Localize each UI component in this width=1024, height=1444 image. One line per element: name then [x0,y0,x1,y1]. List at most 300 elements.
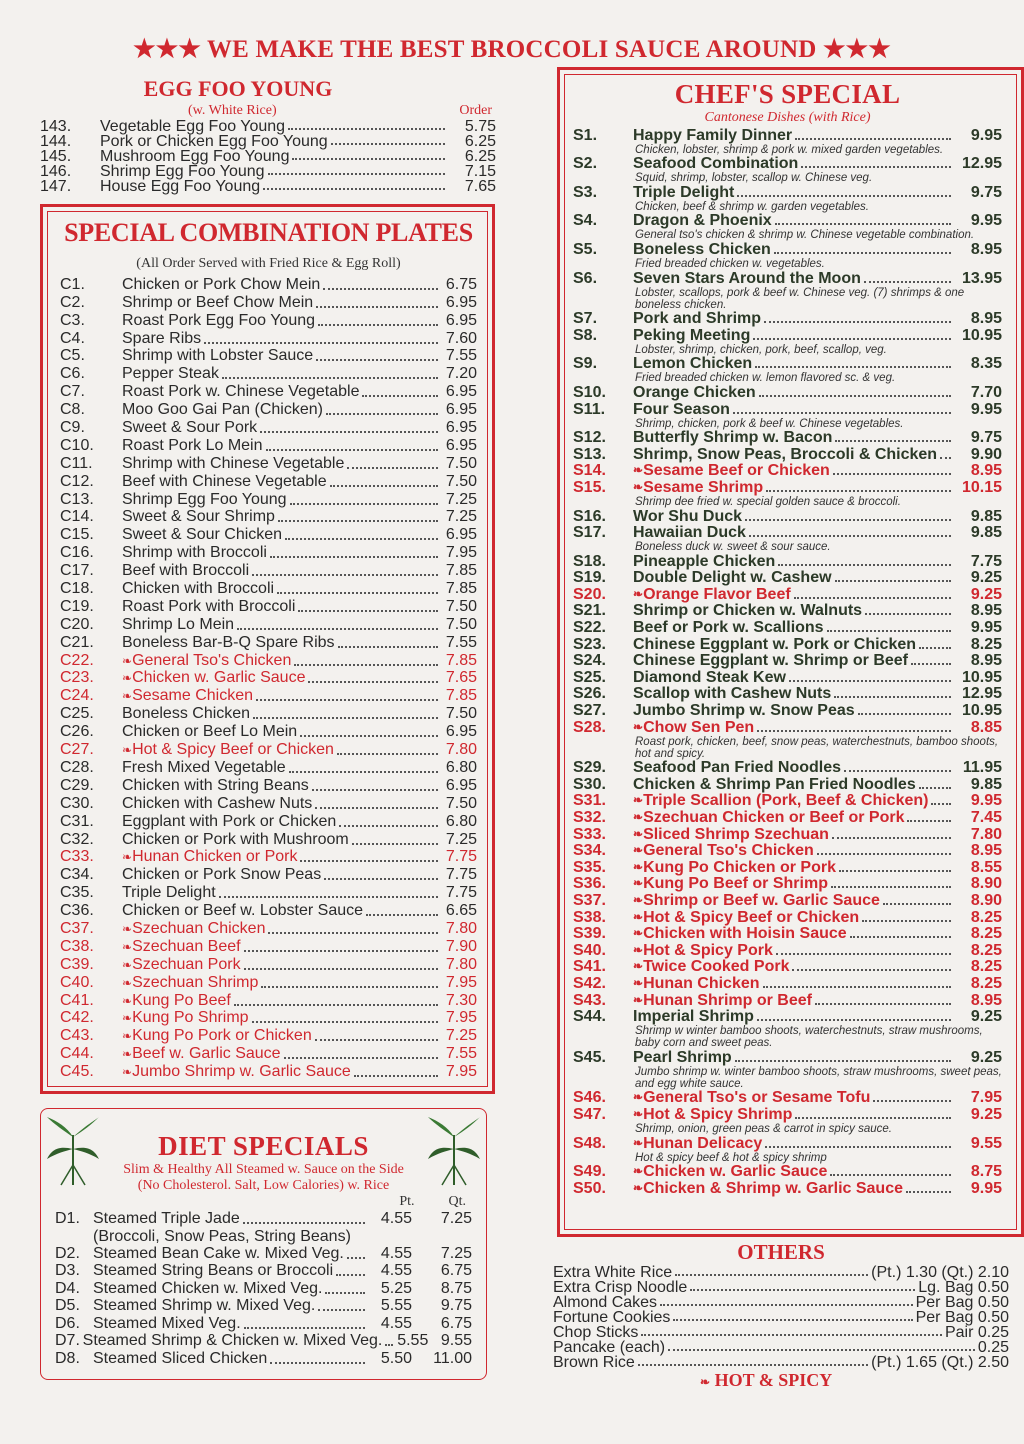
item-price: 7.85 [445,580,477,598]
item-price: 6.80 [445,812,477,830]
item-number: S16. [573,507,606,525]
item-number: C3. [60,311,85,329]
item-name: Eggplant with Pork or Chicken [122,812,337,830]
item-price: 9.85 [970,524,1002,542]
item-price: 6.95 [445,723,477,741]
item-name: Chicken with String Beans [122,776,309,794]
item-name: Steamed Chicken w. Mixed Veg. [93,1279,323,1297]
item-price: 6.75 [445,275,477,293]
chef-title: CHEF'S SPECIAL [674,79,901,109]
chili-pepper-icon: ❧ [633,810,644,824]
item-price: 7.95 [445,1009,477,1027]
menu-item [573,553,1002,570]
item-number: S19. [573,569,606,587]
item-name: Sesame Beef or Chicken [643,462,830,480]
item-number: C44. [60,1045,94,1063]
menu-item [60,813,477,831]
chili-pepper-icon: ❧ [633,959,644,974]
dot-leader [366,914,438,916]
menu-item [60,294,477,312]
item-price: 7.70 [970,383,1002,401]
dot-leader [326,413,438,415]
dot-leader [362,395,438,397]
menu-item [60,920,477,938]
diet-subtitle-2: (No Cholesterol. Salt, Low Calories) w. Rice [137,1178,390,1193]
item-price: 9.95 [970,126,1002,144]
item-number: C38. [60,937,94,955]
item-name: Almond Cakes [553,1294,658,1311]
item-name: Orange Flavor Beef [643,585,791,603]
item-number: S25. [573,668,606,686]
item-price: 9.95 [970,212,1002,230]
pint-price: 5.55 [397,1332,429,1349]
menu-item [553,1280,1009,1295]
item-name: Hunan Chicken or Pork [132,848,298,866]
item-number: C10. [60,436,94,454]
item-name: Chop Sticks [553,1324,639,1341]
pint-price: 5.50 [380,1349,412,1367]
item-name: Kung Po Pork or Chicken [132,1027,312,1045]
item-price: 7.50 [445,705,477,723]
menu-item [60,455,477,473]
item-name: Shrimp or Beef w. Garlic Sauce [643,891,880,909]
menu-item [60,992,477,1010]
item-price: 7.95 [970,1089,1002,1107]
menu-item [573,1180,1002,1197]
item-name: Pineapple Chicken [633,552,776,570]
dot-leader [815,1003,951,1005]
menu-item [60,1010,477,1028]
dot-leader [266,449,438,451]
item-name: Sliced Shrimp Szechuan [643,825,829,843]
dot-leader [278,520,438,522]
item-price: 7.85 [445,562,477,580]
menu-item [573,1090,1002,1107]
item-name: Jumbo Shrimp w. Snow Peas [633,702,855,720]
item-name: Shrimp or Beef Chow Mein [122,293,314,311]
item-name: Shrimp Egg Foo Young [122,490,287,508]
item-number: S24. [573,652,606,670]
menu-item [60,849,477,867]
dot-leader [312,789,438,791]
dot-leader [234,1004,438,1006]
item-number: S45. [573,1048,606,1066]
dot-leader [759,395,951,397]
menu-item [60,383,477,401]
dot-leader [315,1039,438,1041]
item-name: Kung Po Beef [132,991,231,1009]
menu-item [573,760,1002,777]
item-name: Chicken or Pork Chow Mein [122,275,321,293]
item-number: C29. [60,776,94,794]
chili-pepper-icon: ❧ [633,793,644,808]
item-name: Sweet & Sour Chicken [122,526,283,544]
dot-leader [864,281,951,283]
item-number: 145. [40,148,72,165]
chili-pepper-icon: ❧ [633,942,644,957]
menu-item [573,636,1002,653]
dot-leader [757,730,951,732]
item-name: Seven Stars Around the Moon [633,269,861,287]
menu-item [60,562,477,580]
menu-item [573,479,1002,496]
chili-pepper-icon: ❧ [633,1164,644,1179]
item-number: C7. [60,383,85,401]
item-number: C21. [60,633,94,651]
item-number: S50. [573,1179,606,1197]
item-name: Vegetable Egg Foo Young [100,118,286,135]
dot-leader [940,457,951,459]
menu-item [55,1333,472,1351]
dot-leader [792,969,951,971]
menu-item [573,719,1002,736]
item-description: (Broccoli, Snow Peas, String Beans) [93,1227,351,1245]
item-price: 7.25 [445,830,477,848]
item-number: C18. [60,580,94,598]
item-number: 147. [40,178,72,195]
bamboo-leaf-icon [426,1115,482,1187]
item-name: Shrimp or Chicken w. Walnuts [633,602,863,620]
menu-item [60,866,477,884]
item-price: 7.50 [445,472,477,490]
dot-leader [830,1174,951,1176]
dot-leader [919,787,951,789]
chili-pepper-icon: ❧ [633,926,644,941]
chili-pepper-icon: ❧ [633,1180,644,1195]
dot-leader [641,1334,942,1336]
dot-leader [737,195,951,197]
combination-subtitle: (All Order Served with Fried Rice & Egg Roll) [136,256,401,271]
chili-pepper-icon: ❧ [122,850,133,865]
menu-item [573,586,1002,603]
item-number: C5. [60,347,85,365]
dot-leader [795,138,951,140]
chili-pepper-icon: ❧ [122,1065,133,1080]
menu-item [573,570,1002,587]
item-number: S3. [573,183,598,201]
item-number: D5. [55,1297,80,1314]
item-price: 7.20 [445,365,477,383]
item-number: S36. [573,875,606,893]
chef-subtitle: Cantonese Dishes (with Rice) [704,110,871,125]
menu-item [573,619,1002,636]
item-price: 10.95 [961,326,1002,344]
item-number: C16. [60,544,94,562]
item-name: Chicken w. Garlic Sauce [132,669,306,687]
item-price: (Pt.) 1.30 (Qt.) 2.10 [871,1264,1009,1281]
quart-price: 7.25 [440,1244,472,1262]
item-number: C26. [60,723,94,741]
item-name: Chinese Eggplant w. Pork or Chicken [633,635,917,653]
item-name: Hot & Spicy Beef or Chicken [643,908,860,926]
chili-pepper-icon: ❧ [122,1029,133,1044]
item-number: C43. [60,1027,94,1045]
item-price: 7.75 [445,848,477,866]
menu-item [573,327,1002,344]
item-price: Per Bag 0.50 [915,1294,1009,1311]
dot-leader [300,860,438,862]
dot-leader [795,1117,951,1119]
item-number: C23. [60,669,94,687]
item-price: 11.95 [962,759,1002,777]
item-number: S42. [573,974,606,992]
menu-item [60,544,477,562]
egg-foo-young-list [40,119,496,194]
others-section [553,1240,1009,1370]
dot-leader [219,896,438,898]
dot-leader [755,366,951,368]
item-description: Roast pork, chicken, beef, snow peas, waterchestnuts, bamboo shoots, hot and spicy. [635,735,999,760]
item-number: S28. [573,718,606,736]
item-number: S11. [573,400,606,418]
dot-leader [336,1274,365,1276]
dot-leader [638,1364,868,1366]
item-price: 7.85 [445,687,477,705]
menu-item [55,1263,472,1281]
dot-leader [844,770,951,772]
item-number: S2. [573,155,598,173]
item-name: Steamed Mixed Veg. [93,1314,241,1332]
item-price: 7.25 [445,1027,477,1045]
quart-col-label: Qt. [448,1194,466,1209]
item-name: Peking Meeting [633,326,751,344]
dot-leader [789,680,951,682]
menu-item [60,831,477,849]
dot-leader [263,188,445,190]
menu-item [60,902,477,920]
dot-leader [244,950,438,952]
item-name: Boneless Bar-B-Q Spare Ribs [122,633,335,651]
item-name: Four Season [633,400,730,418]
item-name: Sesame Chicken [132,687,254,705]
item-price: 7.65 [464,178,496,195]
dot-leader [690,1289,915,1291]
dot-leader [865,613,951,615]
item-price: 8.25 [970,635,1002,653]
item-description: Boneless duck w. sweet & sour sauce. [635,541,831,554]
menu-item [55,1210,472,1228]
dot-leader [252,574,438,576]
menu-item [573,270,1002,287]
menu-item [60,938,477,956]
item-number: S32. [573,809,606,826]
item-name: Seafood Pan Fried Noodles [633,759,842,777]
item-price: 7.25 [445,508,477,526]
item-name: Chicken & Shrimp Pan Fried Noodles [633,775,916,793]
item-description: Lobster, shrimp, chicken, pork, beef, scallop, veg. [635,343,887,356]
item-name: Jumbo Shrimp w. Garlic Sauce [132,1063,351,1081]
dot-leader [318,1309,365,1311]
chili-pepper-icon: ❧ [122,671,133,686]
chili-pepper-icon: ❧ [633,843,644,858]
dot-leader [352,843,438,845]
item-number: C25. [60,705,94,723]
item-name: Roast Pork w. Chinese Vegetable [122,383,360,401]
menu-item [573,356,1002,373]
item-price: 12.95 [961,685,1002,703]
item-number: S8. [573,326,598,344]
pint-col-label: Pt. [399,1194,415,1209]
dot-leader [289,771,438,773]
menu-item [573,653,1002,670]
item-name: Scallop with Cashew Nuts [633,685,832,703]
menu-item [573,926,1002,943]
dot-leader [764,321,951,323]
item-price: 7.50 [445,454,477,472]
item-name: Pork and Shrimp [633,310,762,328]
item-price: Lg. Bag 0.50 [918,1279,1009,1296]
item-price: 9.95 [970,619,1002,637]
item-price: 8.95 [970,842,1002,860]
item-number: D4. [55,1279,80,1297]
chili-pepper-icon: ❧ [633,719,644,734]
dot-leader [292,158,445,160]
item-price: 7.85 [445,651,477,669]
dot-leader [778,564,951,566]
item-price: 7.75 [445,866,477,884]
item-price: 9.75 [970,429,1002,447]
item-name: General Tso's Chicken [643,842,814,860]
chili-pepper-icon: ❧ [633,992,644,1007]
item-number: C22. [60,651,94,669]
item-number: C17. [60,562,94,580]
chili-pepper-icon: ❧ [122,975,133,990]
item-name: Chicken with Hoisin Sauce [643,925,847,943]
item-name: Happy Family Dinner [633,126,793,144]
chili-pepper-icon: ❧ [122,689,133,704]
others-title: OTHERS [737,1240,825,1264]
item-name: Pepper Steak [122,365,219,383]
item-name: Pearl Shrimp [633,1048,732,1066]
dot-leader [774,252,951,254]
dot-leader [833,473,951,475]
item-number: C19. [60,597,94,615]
item-name: General Tso's or Sesame Tofu [643,1089,871,1107]
quart-price: 7.25 [440,1209,472,1227]
chili-pepper-icon: ❧ [122,653,133,668]
menu-item [60,884,477,902]
menu-item [573,1106,1002,1123]
item-number: C14. [60,508,94,526]
menu-item [40,179,496,194]
menu-item [553,1310,1009,1325]
menu-item [573,975,1002,992]
dot-leader [288,128,445,130]
item-name: Sweet & Sour Shrimp [122,508,275,526]
dot-leader [919,647,951,649]
item-number: D7. [55,1332,80,1349]
item-price: 9.25 [970,569,1002,587]
item-number: S4. [573,212,598,230]
menu-item [60,276,477,294]
dot-leader [290,503,438,505]
item-price: 8.55 [970,858,1002,876]
item-number: S49. [573,1163,606,1181]
item-price: 8.85 [970,718,1002,736]
item-number: S13. [573,445,606,463]
dot-leader [268,173,445,175]
menu-item [60,616,477,634]
item-name: Twice Cooked Pork [643,958,790,976]
item-number: S46. [573,1089,606,1107]
item-name: Roast Pork Egg Foo Young [122,311,316,329]
item-name: Steamed Triple Jade [93,1209,240,1227]
menu-item [60,687,477,705]
quart-price: 8.75 [440,1279,472,1297]
item-name: Chow Sen Pen [643,718,755,736]
item-price: 6.25 [464,133,496,150]
item-name: Hawaiian Duck [633,524,746,542]
item-price: 8.95 [970,310,1002,328]
menu-item [60,670,477,688]
menu-item [573,1009,1002,1026]
item-description: Fried breaded chicken w. lemon flavored sc. & veg. [635,372,896,385]
item-price: 8.25 [970,925,1002,943]
dot-leader [839,870,951,872]
item-price: 6.95 [445,526,477,544]
quart-price: 9.75 [440,1297,472,1314]
item-description: Shrimp dee fried w. special golden sauce & broccoli. [635,495,901,508]
item-name: Extra Crisp Noodle [553,1279,688,1296]
item-description: Hot & spicy beef & hot & spicy shrimp [635,1151,827,1164]
item-name: Szechuan Pork [132,955,241,973]
diet-specials-section [40,1108,487,1380]
order-col-label: Order [459,103,492,118]
menu-item [60,348,477,366]
chili-pepper-icon: ❧ [633,975,644,990]
dot-leader [883,903,951,905]
item-number: S39. [573,925,606,943]
item-name: Steamed String Beans or Broccoli [93,1262,334,1279]
menu-item [573,213,1002,230]
item-name: Chicken or Beef Lo Mein [122,723,298,741]
menu-item [60,580,477,598]
item-name: Szechuan Beef [132,937,241,955]
menu-item [573,311,1002,328]
item-description: General tso's chicken & shrimp w. Chinese vegetable combination. [635,229,975,242]
chili-pepper-icon: ❧ [633,1090,644,1105]
dot-leader [268,932,438,934]
item-price: 7.50 [445,597,477,615]
item-price: 7.75 [445,884,477,902]
item-description: Lobster, scallops, pork & beef w. Chinese veg. (7) shrimps & one boneless chicken. [635,286,965,311]
item-number: C42. [60,1009,94,1027]
item-price: 6.95 [445,311,477,329]
item-price: 9.75 [970,183,1002,201]
item-price: 8.95 [970,602,1002,620]
item-number: S10. [573,383,606,401]
item-name: Chinese Eggplant w. Shrimp or Beef [633,652,908,670]
item-number: S27. [573,702,606,720]
chili-pepper-icon: ❧ [633,1106,644,1121]
dot-leader [673,1319,912,1321]
menu-item [573,1164,1002,1181]
dot-leader [222,377,438,379]
item-name: Brown Rice [553,1354,635,1371]
menu-item [553,1295,1009,1310]
item-name: Kung Po Shrimp [132,1009,249,1027]
dot-leader [675,1274,868,1276]
dot-leader [354,1075,438,1077]
dot-leader [256,699,438,701]
dot-leader [834,696,951,698]
dot-leader [907,820,951,822]
item-price: 9.90 [970,445,1002,463]
item-name: Beef or Pork w. Scallions [633,619,824,637]
item-description: Shrimp w winter bamboo shoots, waterchestnuts, straw mushrooms, baby corn and sweet peas. [635,1025,983,1050]
dot-leader [204,342,438,344]
chili-pepper-icon: ❧ [122,993,133,1008]
